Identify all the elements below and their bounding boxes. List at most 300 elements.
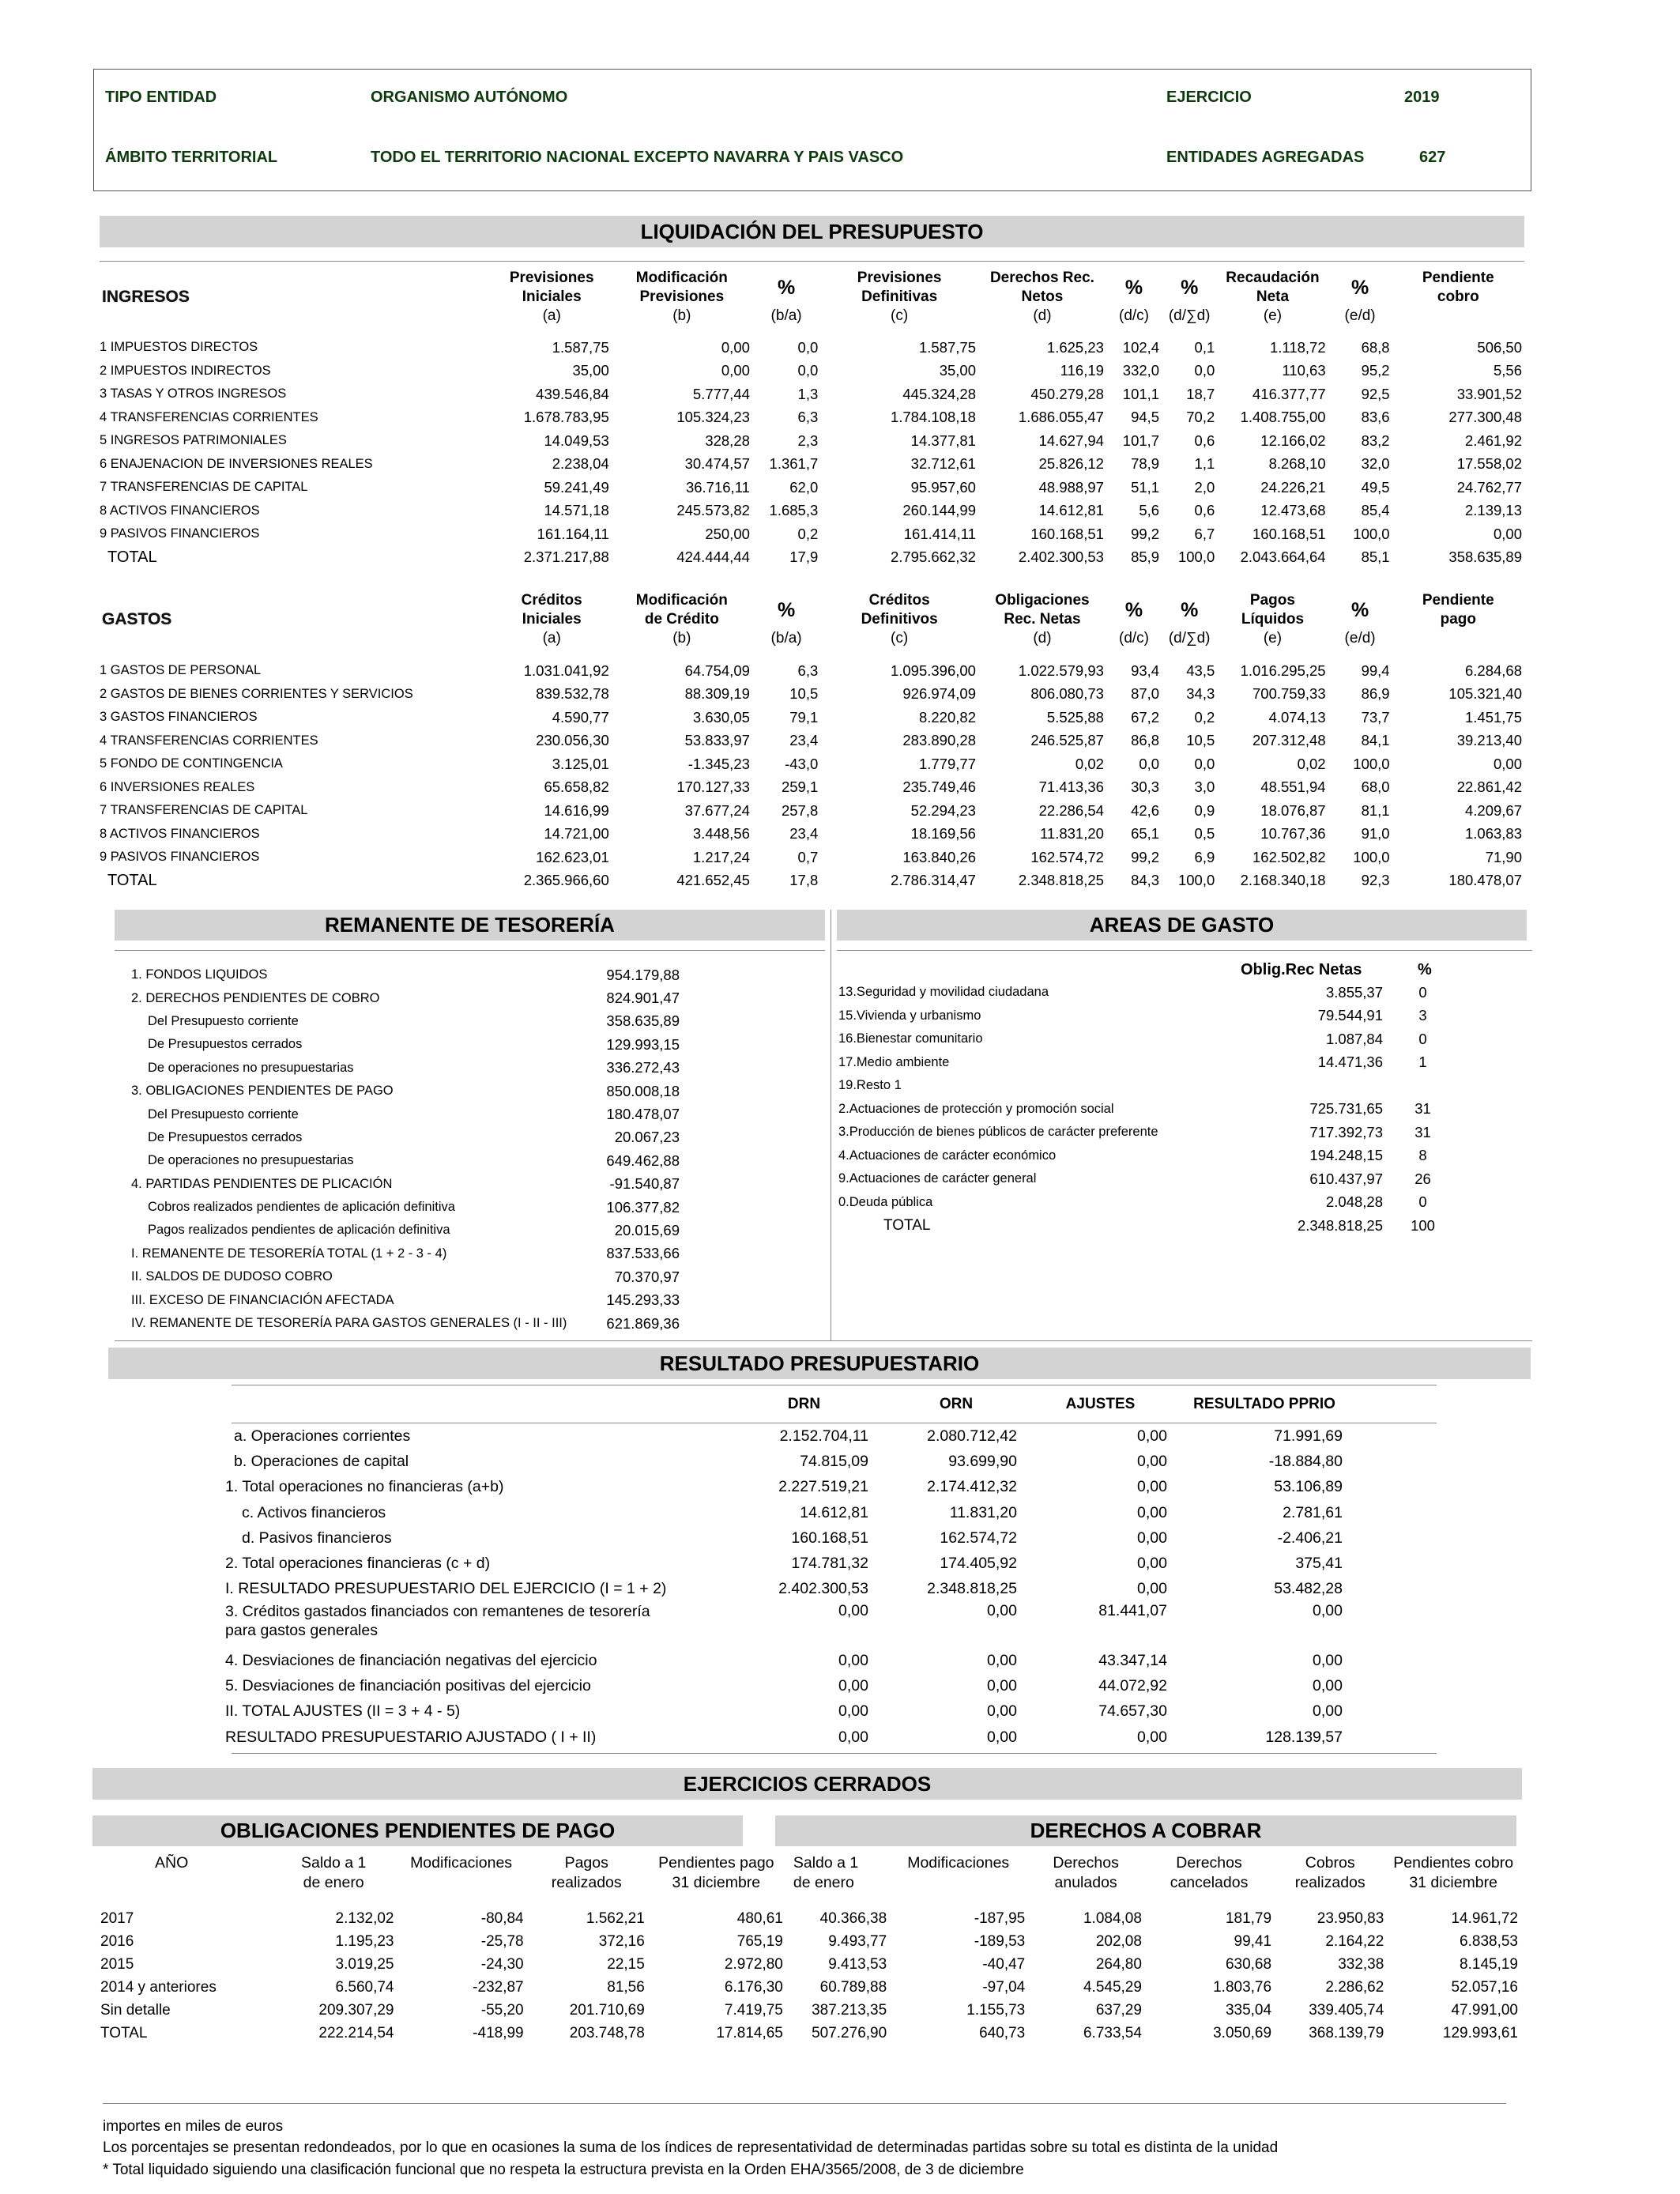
value-cell: 1.803,76 [1213,1978,1272,1996]
row-label: 2015 [100,1955,134,1973]
value-cell: 0,2 [1194,708,1215,726]
ingresos-label: INGRESOS [102,288,190,306]
value-cell [1247,1074,1385,1098]
column-header: % [1350,277,1369,299]
column-header: % [1181,599,1199,621]
table-row [129,963,785,986]
resultado-header [727,1393,1359,1416]
value-cell: 99,4 [1361,662,1390,679]
value-cell: 129.993,61 [1442,2024,1518,2041]
value-cell: 162.623,01 [536,848,609,865]
value-cell: 2.781,61 [1283,1503,1343,1521]
value-cell: 0,02 [1297,755,1326,772]
gastos-table [100,659,1524,892]
value-cell: 0,00 [1313,1677,1343,1695]
table-row [100,729,1524,753]
value-cell: 14.571,18 [544,502,609,519]
value-cell: 0,00 [1137,1503,1167,1521]
row-label: 3 TASAS Y OTROS INGRESOS [100,386,287,401]
value-cell: 336.272,43 [606,1059,680,1076]
value-cell: 0,00 [987,1728,1017,1746]
table-row [223,1577,1345,1602]
divider [232,1753,1437,1754]
ambito-label: ÁMBITO TERRITORIAL [105,149,278,166]
value-cell: 260.144,99 [902,502,976,519]
value-cell: 1,1 [1194,455,1215,473]
value-cell: 0,00 [721,338,750,356]
value-cell: 6,3 [797,409,819,426]
value-cell: 700.759,33 [1252,685,1326,703]
column-header: realizados [1294,1874,1365,1891]
value-cell: 17,9 [789,548,819,566]
value-cell: 14.616,99 [544,801,609,819]
table-row [129,1033,785,1056]
row-label: 1. Total operaciones no financieras (a+b) [225,1478,504,1496]
value-cell: 2,3 [797,432,819,449]
spacer [682,1312,785,1335]
row-label: 1 GASTOS DE PERSONAL [100,663,262,678]
value-cell: 93.699,90 [948,1452,1017,1470]
value-cell: 65.658,82 [544,778,609,796]
column-header: Definitivos [861,611,938,628]
row-label: 2016 [100,1932,134,1950]
value-cell: 105.321,40 [1448,685,1522,703]
value-cell: 506,50 [1477,338,1522,356]
value-cell: 0,00 [838,1651,868,1669]
value-cell: -43,0 [785,755,819,772]
areas-col-oblig: Oblig.Rec Netas [1241,961,1362,978]
table-row [836,1167,1460,1191]
value-cell: 0,00 [1313,1702,1343,1721]
value-cell: 201.710,69 [569,2001,645,2019]
value-cell: 2.164,22 [1325,1932,1384,1950]
value-cell: 0,00 [1137,1478,1167,1496]
column-header: DRN [787,1396,821,1412]
row-label: I. RESULTADO PRESUPUESTARIO DEL EJERCICIO (I = 1 + 2) [225,1580,667,1598]
value-cell: 837.533,66 [606,1245,680,1262]
value-cell: -187,95 [974,1909,1026,1927]
table-row [100,453,1524,477]
value-cell: 0,9 [1194,801,1215,819]
pct-cell: 26 [1414,1170,1431,1187]
row-label: TOTAL [100,2024,148,2041]
divider [115,950,825,951]
value-cell: 6.560,74 [335,1978,394,1996]
row-label: 9 PASIVOS FINANCIEROS [100,850,260,865]
derechos-title: DERECHOS A COBRAR [775,1815,1516,1846]
value-cell: 765,19 [736,1932,783,1950]
table-row [223,1500,1345,1525]
column-header: Modificaciones [907,1854,1010,1872]
column-header: Pagos [564,1854,608,1872]
value-cell: 257,8 [781,801,819,819]
value-cell: 450.279,28 [1030,385,1104,402]
value-cell: 2.972,80 [724,1955,783,1973]
column-header: (b/a) [770,307,802,324]
value-cell: 78,9 [1131,455,1160,473]
row-label: 9 PASIVOS FINANCIEROS [100,526,260,541]
header-box [93,69,1531,191]
column-header [889,1873,1027,1893]
value-cell: 507.276,90 [812,2024,887,2041]
value-cell: 358.635,89 [1448,548,1522,566]
value-cell: -97,04 [982,1978,1026,1996]
pct-cell: 1 [1418,1054,1427,1071]
value-cell: 1.779,77 [918,755,976,772]
value-cell: 222.214,54 [318,2024,394,2041]
table-row [223,1648,1345,1673]
value-cell: 277.300,48 [1448,409,1522,426]
value-cell: 480,61 [736,1909,783,1927]
pct-cell [1385,1074,1460,1098]
row-label: 2. DERECHOS PENDIENTES DE COBRO [131,990,380,1005]
value-cell: 48.551,94 [1260,778,1326,796]
value-cell: 36.716,11 [685,478,750,496]
value-cell: 245.573,82 [676,502,750,519]
value-cell: 25.826,12 [1038,455,1104,473]
value-cell: 1.587,75 [918,338,976,356]
spacer [682,1126,785,1149]
value-cell: 162.574,72 [1030,848,1104,865]
value-cell: 209.307,29 [318,2001,394,2019]
value-cell: 3.050,69 [1213,2024,1272,2041]
column-header: Saldo a 1 [793,1854,859,1872]
value-cell: 37.677,24 [684,801,750,819]
value-cell: 1.685,3 [769,502,819,519]
value-cell: 4.590,77 [552,708,609,726]
value-cell: 1.084,08 [1083,1909,1142,1927]
value-cell: 32.712,61 [910,455,976,473]
value-cell: 332,38 [1338,1955,1384,1973]
value-cell: 0,00 [987,1602,1017,1620]
column-header: (a) [542,307,561,324]
footer-note: * Total liquidado siguiendo una clasificación funcional que no respeta la estructura prevista en la Orden EHA/3565/2008, de 3 de diciembre [103,2162,1024,2178]
value-cell: 95,2 [1361,362,1390,379]
entidades-label: ENTIDADES AGREGADAS [1166,149,1365,166]
value-cell: 10,5 [1186,732,1215,749]
value-cell: -91.540,87 [609,1175,680,1193]
value-cell: 1.784.108,18 [890,409,976,426]
row-label: II. SALDOS DE DUDOSO COBRO [131,1269,333,1284]
column-header: 31 diciembre [672,1874,761,1891]
value-cell: 52.057,16 [1451,1978,1518,1996]
value-cell: 92,5 [1361,385,1390,402]
table-row [836,1005,1460,1028]
value-cell: 806.080,73 [1030,685,1104,703]
value-cell: 5,6 [1139,502,1160,519]
table-row [100,752,1524,776]
value-cell: 2.227.519,21 [778,1478,868,1496]
value-cell: 81,56 [607,1978,645,1996]
value-cell: 10.767,36 [1260,825,1326,843]
liquidacion-title: LIQUIDACIÓN DEL PRESUPUESTO [100,216,1524,247]
value-cell: 162.574,72 [940,1529,1017,1547]
value-cell: 67,2 [1131,708,1160,726]
value-cell: 339.405,74 [1309,2001,1384,2019]
value-cell: 640,73 [979,2024,1026,2041]
value-cell: 161.164,11 [537,525,609,542]
value-cell: 161.414,11 [903,525,976,542]
spacer [682,1080,785,1103]
value-cell: 203.748,78 [569,2024,645,2041]
column-header: Obligaciones [995,592,1090,609]
value-cell: 1.217,24 [692,848,750,865]
column-header: ORN [939,1396,974,1412]
row-label-line2: para gastos generales [225,1622,378,1640]
row-label: 5 INGRESOS PATRIMONIALES [100,433,287,448]
value-cell: 6,7 [1194,525,1215,542]
value-cell: 358.635,89 [606,1012,680,1030]
value-cell: 2.286,62 [1325,1978,1384,1996]
table-row [129,1126,785,1149]
value-cell: 0,00 [987,1677,1017,1695]
value-cell: 8.220,82 [918,708,976,726]
value-cell: 100,0 [1177,872,1215,889]
value-cell: 60.789,88 [819,1978,887,1996]
row-label: De operaciones no presupuestarias [148,1153,354,1168]
value-cell: 74.657,30 [1098,1702,1167,1721]
column-header: anulados [1054,1874,1117,1891]
value-cell: -55,20 [480,2001,524,2019]
column-header: Pagos [1249,592,1295,609]
value-cell: 0,00 [1137,1580,1167,1598]
value-cell: 70.370,97 [614,1268,680,1285]
footer-note: importes en miles de euros [103,2118,284,2135]
value-cell: -80,84 [480,1909,524,1927]
column-header: Definitivas [861,288,938,305]
column-header: Cobros [1305,1854,1355,1872]
divider [103,2103,1506,2104]
row-label: 6 INVERSIONES REALES [100,779,255,794]
value-cell: 22.861,42 [1456,778,1522,796]
value-cell: 3.448,56 [692,825,750,843]
table-row [836,1098,1460,1122]
table-row [223,1423,1345,1449]
value-cell: 0,0 [797,338,819,356]
value-cell: 2,0 [1194,478,1215,496]
value-cell: 6.284,68 [1464,662,1522,679]
table-row [836,1027,1460,1051]
value-cell: 850.008,18 [606,1082,680,1099]
spacer [682,1103,785,1125]
value-cell: 2.786.314,47 [890,872,976,889]
table-row [223,1673,1345,1698]
pct-cell: 100 [1411,1216,1435,1234]
row-label-line1: 3. Créditos gastados financiados con remantenes de tesorería [225,1603,650,1621]
pct-cell: 0 [1418,1030,1427,1047]
column-header: (b) [672,630,691,647]
value-cell: 328,28 [705,432,750,449]
value-cell: 33.901,52 [1456,385,1522,402]
value-cell: 2.402.300,53 [1018,548,1104,566]
row-label: 1 IMPUESTOS DIRECTOS [100,340,258,355]
value-cell: 0,00 [1137,1555,1167,1573]
value-cell: 1.063,83 [1464,825,1522,843]
value-cell: 160.168,51 [1252,525,1326,542]
value-cell: 99,2 [1131,848,1160,865]
value-cell: 637,29 [1095,2001,1142,2019]
value-cell: 630,68 [1225,1955,1272,1973]
value-cell: 11.831,20 [949,1503,1017,1521]
value-cell: 824.901,47 [606,990,680,1007]
column-header: Créditos [521,592,582,609]
value-cell: 99,41 [1234,1932,1272,1950]
column-header: (c) [891,630,909,647]
table-row [98,1999,1520,2022]
table-row [98,1976,1520,1999]
column-header: % [1350,599,1369,621]
value-cell: 1.587,75 [552,338,609,356]
value-cell: 100,0 [1353,525,1390,542]
table-row [100,499,1524,523]
value-cell: -2.406,21 [1277,1529,1343,1547]
table-row [836,1214,1460,1238]
value-cell: 14.612,81 [800,1503,868,1521]
value-cell: -25,78 [480,1932,524,1950]
spacer [682,1057,785,1080]
table-row [100,869,1524,893]
value-cell: 2.080.712,42 [927,1427,1017,1445]
value-cell: 0,00 [838,1602,868,1620]
row-label: 0.Deuda pública [838,1194,933,1209]
value-cell: 85,4 [1361,502,1390,519]
value-cell: 1.625,23 [1046,338,1104,356]
value-cell: 163.840,26 [902,848,976,865]
value-cell: 1.095.396,00 [890,662,976,679]
value-cell: 4.209,67 [1464,801,1522,819]
row-label: 6 ENAJENACION DE INVERSIONES REALES [100,456,373,471]
value-cell: 1.451,75 [1464,708,1522,726]
value-cell: 6,3 [797,662,819,679]
row-label: 2 GASTOS DE BIENES CORRIENTES Y SERVICIOS [100,686,413,701]
row-label: d. Pasivos financieros [242,1529,392,1547]
row-label: III. EXCESO DE FINANCIACIÓN AFECTADA [131,1292,394,1307]
value-cell: 621.869,36 [606,1314,680,1332]
table-row [100,336,1524,360]
value-cell: 0,00 [1137,1452,1167,1470]
header-row [98,1873,1520,1893]
value-cell: 2.348.818,25 [1297,1216,1383,1234]
row-label: Pagos realizados pendientes de aplicación definitiva [148,1223,450,1238]
value-cell: 6.733,54 [1083,2024,1142,2041]
row-label: II. TOTAL AJUSTES (II = 3 + 4 - 5) [225,1702,461,1721]
column-header: Saldo a 1 [300,1854,367,1872]
value-cell: 3.630,05 [692,708,750,726]
value-cell: 5.525,88 [1046,708,1104,726]
remanente-title: REMANENTE DE TESORERÍA [115,910,825,941]
value-cell: 73,7 [1361,708,1390,726]
value-cell: 725.731,65 [1309,1100,1383,1118]
row-label: 2.Actuaciones de protección y promoción social [838,1101,1114,1116]
value-cell: 250,00 [705,525,750,542]
row-label: 3 GASTOS FINANCIEROS [100,710,258,725]
value-cell: 59.241,49 [544,478,609,496]
spacer [682,963,785,986]
table-row [100,683,1524,707]
column-header: Derechos [1176,1854,1242,1872]
table-row [100,659,1524,683]
row-label: c. Activos financieros [242,1503,386,1521]
value-cell: 91,0 [1361,825,1390,843]
column-header: Previsiones [509,270,594,286]
pct-cell: 31 [1414,1100,1431,1118]
value-cell: 71.413,36 [1038,778,1104,796]
value-cell: 4.074,13 [1268,708,1326,726]
value-cell: 11.831,20 [1039,825,1104,843]
cerrados-title: EJERCICIOS CERRADOS [92,1768,1522,1800]
value-cell: 1.678.783,95 [523,409,609,426]
value-cell: 283.890,28 [902,732,976,749]
column-header: Derechos Rec. [989,270,1094,286]
table-row [100,546,1524,570]
table-row [129,1242,785,1265]
header-row [100,269,1524,288]
value-cell: 53.106,89 [1274,1478,1343,1496]
column-header: cancelados [1170,1874,1249,1891]
column-header: (d/∑d) [1168,630,1211,647]
column-header [98,1873,271,1893]
value-cell: 6.838,53 [1460,1932,1518,1950]
table-row [223,1475,1345,1500]
value-cell: 2.795.662,32 [890,548,976,566]
column-header: pago [1440,611,1476,628]
column-header: % [1124,599,1143,621]
table-row [100,522,1524,546]
value-cell: 2.152.704,11 [779,1427,868,1445]
pct-cell: 0 [1418,1193,1427,1211]
column-header: AJUSTES [1065,1396,1136,1412]
value-cell: 102,4 [1122,338,1160,356]
row-label: 17.Medio ambiente [838,1054,950,1069]
column-header: Rec. Netas [1004,611,1081,628]
table-row [129,986,785,1009]
value-cell: 202,08 [1095,1932,1142,1950]
column-header: AÑO [155,1854,189,1872]
spacer [682,1173,785,1196]
spacer [682,1265,785,1288]
row-label: 8 ACTIVOS FINANCIEROS [100,503,260,518]
row-label: 1. FONDOS LIQUIDOS [131,967,268,982]
value-cell: 49,5 [1361,478,1390,496]
value-cell: 0,0 [1194,362,1215,379]
row-label: 2 IMPUESTOS INDIRECTOS [100,363,271,378]
column-header: (e) [1263,630,1283,647]
cerrados-table [98,1907,1520,2045]
value-cell: 106.377,82 [606,1198,680,1216]
spacer [682,1288,785,1311]
value-cell: 926.974,09 [902,685,976,703]
value-cell: 14.377,81 [910,432,976,449]
table-row [100,776,1524,800]
value-cell: 23.950,83 [1317,1909,1384,1927]
column-header [1392,629,1524,648]
row-label: De Presupuestos cerrados [148,1037,303,1052]
header-row [98,1853,1520,1873]
table-row [100,429,1524,453]
value-cell: 100,0 [1177,548,1215,566]
value-cell: 101,7 [1122,432,1160,449]
table-row [100,383,1524,406]
value-cell: 52.294,23 [910,801,976,819]
value-cell: 5,56 [1493,362,1522,379]
value-cell: 95.957,60 [910,478,976,496]
value-cell: 47.991,00 [1451,2001,1518,2019]
table-row [223,1725,1345,1750]
value-cell: 2.048,28 [1325,1193,1383,1211]
value-cell: 180.478,07 [1448,872,1522,889]
value-cell: 0,00 [1137,1427,1167,1445]
row-label: TOTAL [883,1216,931,1234]
